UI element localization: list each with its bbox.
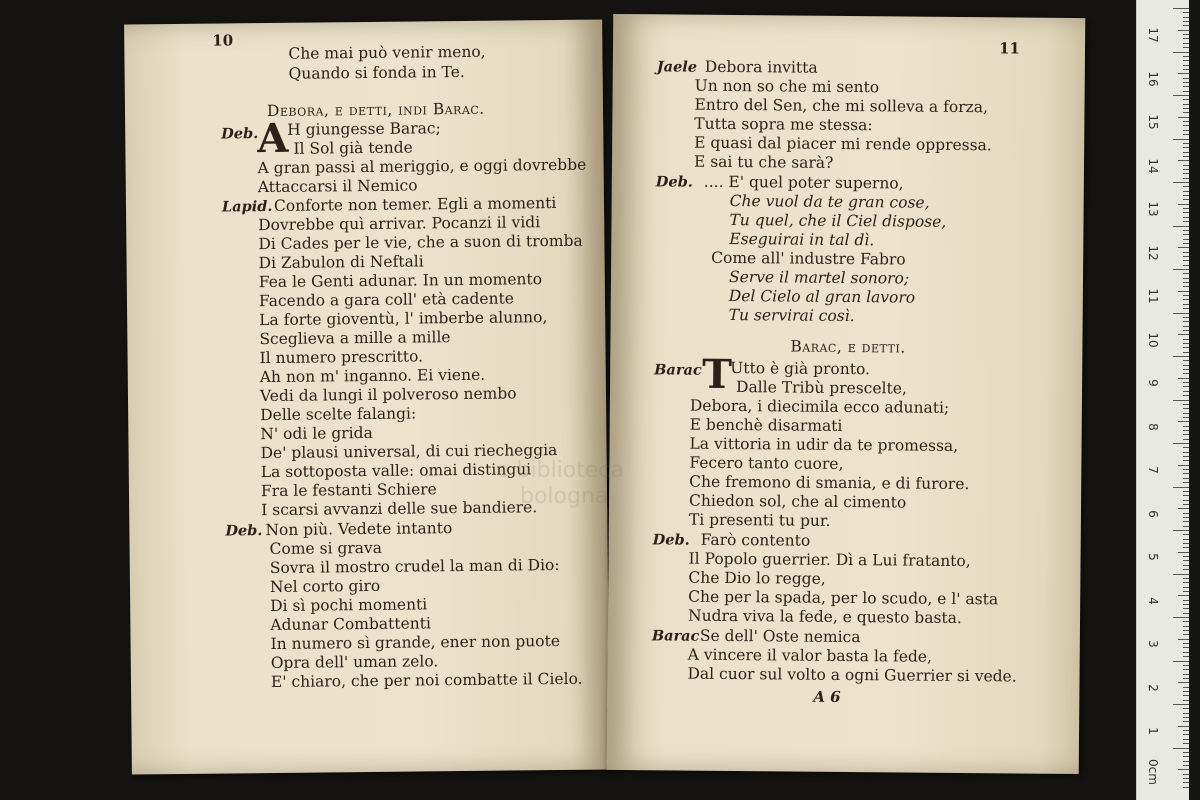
ruler-tick bbox=[1173, 704, 1189, 705]
ruler-tick bbox=[1178, 117, 1189, 118]
ruler-tick bbox=[1178, 160, 1189, 161]
text-line: La vittoria in udir da te promessa, bbox=[689, 434, 959, 455]
ruler-tick bbox=[1183, 691, 1189, 692]
ruler-tick bbox=[1183, 217, 1189, 218]
ruler-tick bbox=[1183, 34, 1189, 35]
text-line: De' plausi universal, di cui riecheggia bbox=[260, 441, 558, 463]
ruler-tick bbox=[1183, 787, 1189, 788]
ruler-tick bbox=[1183, 82, 1189, 83]
ruler-tick bbox=[1183, 234, 1189, 235]
ruler-tick bbox=[1178, 204, 1189, 205]
speaker-label: Deb. bbox=[655, 173, 693, 191]
ruler-tick bbox=[1183, 208, 1189, 209]
ruler-tick bbox=[1183, 47, 1189, 48]
text-line: N' odi le grida bbox=[260, 423, 373, 444]
text-line: Che mai può venir meno, bbox=[288, 42, 486, 63]
ruler-tick bbox=[1183, 195, 1189, 196]
text-line: Nel corto giro bbox=[269, 576, 381, 597]
ruler-tick bbox=[1183, 221, 1189, 222]
ruler-tick bbox=[1183, 743, 1189, 744]
text-line: Del Cielo al gran lavoro bbox=[728, 286, 916, 307]
ruler-number: 3 bbox=[1146, 640, 1160, 648]
ruler-tick bbox=[1183, 591, 1189, 592]
ruler-tick bbox=[1183, 708, 1189, 709]
ruler-tick bbox=[1173, 487, 1189, 488]
text-line: La forte gioventù, l' imberbe alunno, bbox=[259, 308, 548, 330]
ruler-tick bbox=[1183, 721, 1189, 722]
text-line: Debora, i diecimila ecco adunati; bbox=[689, 396, 950, 417]
ruler-tick bbox=[1183, 212, 1189, 213]
ruler-tick bbox=[1183, 647, 1189, 648]
ruler-tick bbox=[1183, 286, 1189, 287]
text-line: Il Popolo guerrier. Dì a Lui fratanto, bbox=[688, 549, 971, 571]
ruler-tick bbox=[1183, 408, 1189, 409]
ruler-tick bbox=[1183, 521, 1189, 522]
ruler-number: 15 bbox=[1146, 114, 1160, 130]
ruler-tick bbox=[1183, 112, 1189, 113]
text-line: Non più. Vedete intanto bbox=[265, 519, 453, 540]
ruler-tick bbox=[1183, 352, 1189, 353]
ruler-tick bbox=[1183, 756, 1189, 757]
ruler-tick bbox=[1183, 539, 1189, 540]
text-line: Che fremono di smania, e di furore. bbox=[689, 472, 970, 494]
ruler-tick bbox=[1183, 413, 1189, 414]
ruler-tick bbox=[1183, 69, 1189, 70]
ruler-tick bbox=[1183, 25, 1189, 26]
text-line: Serve il martel sonoro; bbox=[728, 267, 910, 288]
text-line: E quasi dal piacer mi rende oppressa. bbox=[694, 133, 992, 155]
ruler-tick bbox=[1183, 569, 1189, 570]
ruler-tick bbox=[1183, 761, 1189, 762]
ruler-tick bbox=[1183, 782, 1189, 783]
ruler-tick bbox=[1178, 769, 1189, 770]
text-line: In numero sì grande, ener non puote bbox=[270, 631, 561, 654]
ruler-number: 14 bbox=[1146, 157, 1160, 174]
ruler-tick bbox=[1183, 621, 1189, 622]
ruler-tick bbox=[1178, 30, 1189, 31]
page-number: 10 bbox=[212, 31, 234, 50]
ruler-tick bbox=[1183, 656, 1189, 657]
ruler-tick bbox=[1183, 582, 1189, 583]
text-line: Come si grava bbox=[269, 538, 383, 559]
ruler-tick bbox=[1183, 687, 1189, 688]
ruler-number: 11 bbox=[1146, 288, 1160, 304]
text-line: Che per la spada, per lo scudo, e l' asta bbox=[688, 587, 999, 609]
text-line: I scarsi avvanzi delle sue bandiere. bbox=[261, 498, 538, 520]
watermark-line: e biblioteca bbox=[496, 458, 624, 483]
ruler-tick bbox=[1183, 386, 1189, 387]
ruler-tick bbox=[1183, 674, 1189, 675]
ruler-tick bbox=[1183, 395, 1189, 396]
ruler-tick bbox=[1183, 434, 1189, 435]
ruler-tick bbox=[1183, 391, 1189, 392]
text-line: Fea le Genti adunar. In un momento bbox=[258, 270, 543, 292]
speaker-label: Barac bbox=[654, 361, 702, 379]
ruler-number: 6 bbox=[1146, 509, 1160, 518]
ruler-tick bbox=[1183, 278, 1189, 279]
text-line: E sai tu che sarà? bbox=[693, 152, 834, 172]
ruler-tick bbox=[1183, 613, 1189, 614]
ruler-tick bbox=[1173, 8, 1189, 9]
ruler-tick bbox=[1183, 713, 1189, 714]
text-line: Delle scelte falangi: bbox=[260, 404, 417, 425]
ruler-tick bbox=[1183, 304, 1189, 305]
text-line: Farò contento bbox=[700, 530, 811, 550]
ruler-tick bbox=[1183, 169, 1189, 170]
text-line: Eseguirai in tal dì. bbox=[729, 229, 875, 250]
ruler-tick bbox=[1183, 104, 1189, 105]
text-line: E benchè disarmati bbox=[689, 415, 843, 435]
text-line: Tu servirai così. bbox=[728, 305, 855, 326]
ruler-tick bbox=[1183, 230, 1189, 231]
ruler-tick bbox=[1183, 504, 1189, 505]
ruler-tick bbox=[1183, 186, 1189, 187]
ruler-tick bbox=[1183, 321, 1189, 322]
ruler-tick bbox=[1183, 330, 1189, 331]
ruler-tick bbox=[1183, 669, 1189, 670]
text-line: Conforte non temer. Egli a momenti bbox=[273, 194, 557, 215]
ruler-tick bbox=[1183, 426, 1189, 427]
ruler-tick bbox=[1183, 256, 1189, 257]
ruler-tick bbox=[1183, 500, 1189, 501]
ruler-tick bbox=[1183, 534, 1189, 535]
text-line: Ah non m' inganno. Ei viene. bbox=[259, 365, 486, 387]
ruler-tick bbox=[1183, 560, 1189, 561]
speaker-label: Deb. bbox=[221, 125, 259, 143]
ruler-tick bbox=[1183, 299, 1189, 300]
ruler-tick bbox=[1183, 513, 1189, 514]
right-page bbox=[607, 14, 1086, 774]
ruler-tick bbox=[1183, 273, 1189, 274]
ruler-number: 17 bbox=[1146, 27, 1160, 43]
text-line: Un non so che mi sento bbox=[694, 76, 880, 97]
text-line: Adunar Combattenti bbox=[270, 614, 431, 635]
text-line: E' chiaro, che per noi combatte il Cielo. bbox=[270, 669, 583, 692]
ruler-tick bbox=[1183, 38, 1189, 39]
ruler-tick bbox=[1183, 78, 1189, 79]
ruler-tick bbox=[1183, 543, 1189, 544]
ruler-tick bbox=[1183, 404, 1189, 405]
ruler-tick bbox=[1183, 604, 1189, 605]
text-line: Dovrebbe quì arrivar. Pocanzi il vidi bbox=[258, 213, 541, 235]
text-line: Quando si fonda in Te. bbox=[288, 62, 465, 83]
drop-cap: T bbox=[701, 350, 733, 399]
ruler-tick bbox=[1173, 139, 1189, 140]
text-line: A vincere il valor basta la fede, bbox=[687, 645, 933, 666]
scene-heading: Barac, e detti. bbox=[790, 337, 906, 357]
ruler-tick bbox=[1183, 60, 1189, 61]
ruler-tick bbox=[1183, 326, 1189, 327]
text-line: Di sì pochi momenti bbox=[270, 595, 428, 616]
text-line: Il numero prescritto. bbox=[259, 347, 424, 368]
ruler-tick bbox=[1173, 52, 1189, 53]
ruler-tick bbox=[1183, 56, 1189, 57]
ruler-tick bbox=[1178, 334, 1189, 335]
ruler-tick bbox=[1183, 252, 1189, 253]
ruler-tick bbox=[1183, 565, 1189, 566]
ruler-tick bbox=[1183, 239, 1189, 240]
ruler-tick bbox=[1178, 247, 1189, 248]
ruler-tick bbox=[1183, 491, 1189, 492]
text-line: H giungesse Barac; bbox=[287, 119, 441, 139]
text-line: Vedi da lungi il polveroso nembo bbox=[259, 384, 517, 406]
ruler-tick bbox=[1173, 617, 1189, 618]
ruler-tick bbox=[1183, 765, 1189, 766]
drop-cap: A bbox=[257, 114, 289, 163]
ruler-number: 1 bbox=[1146, 727, 1160, 735]
ruler-tick bbox=[1183, 730, 1189, 731]
ruler-tick bbox=[1173, 661, 1189, 662]
ruler-tick bbox=[1183, 347, 1189, 348]
ruler-tick bbox=[1183, 369, 1189, 370]
text-line: Tutta sopra me stessa: bbox=[694, 114, 873, 135]
text-line: .... E' quel poter superno, bbox=[703, 172, 904, 193]
ruler-tick bbox=[1183, 752, 1189, 753]
text-line: Dalle Tribù prescelte, bbox=[735, 378, 907, 398]
ruler-tick bbox=[1183, 130, 1189, 131]
ruler-tick bbox=[1183, 778, 1189, 779]
ruler-tick bbox=[1183, 317, 1189, 318]
text-line: Utto è già pronto. bbox=[730, 358, 871, 379]
ruler-tick bbox=[1183, 165, 1189, 166]
ruler-tick bbox=[1173, 443, 1189, 444]
ruler-tick bbox=[1183, 12, 1189, 13]
text-line: Di Zabulon di Neftali bbox=[258, 252, 424, 273]
ruler-number: 2 bbox=[1146, 683, 1160, 692]
ruler-tick bbox=[1183, 774, 1189, 775]
ruler-tick bbox=[1173, 226, 1189, 227]
ruler-tick bbox=[1183, 17, 1189, 18]
ruler-tick bbox=[1183, 65, 1189, 66]
ruler-tick bbox=[1183, 600, 1189, 601]
ruler-tick bbox=[1183, 482, 1189, 483]
text-line: Che Dio lo regge, bbox=[688, 568, 826, 588]
ruler-tick bbox=[1183, 173, 1189, 174]
ruler-tick bbox=[1178, 508, 1189, 509]
ruler-number: 12 bbox=[1146, 244, 1160, 261]
ruler-tick bbox=[1178, 639, 1189, 640]
ruler-tick bbox=[1183, 526, 1189, 527]
ruler-tick bbox=[1178, 291, 1189, 292]
ruler-tick bbox=[1178, 595, 1189, 596]
text-line: Ti presenti tu pur. bbox=[688, 510, 831, 530]
ruler-tick bbox=[1183, 134, 1189, 135]
ruler-tick bbox=[1183, 178, 1189, 179]
ruler-tick bbox=[1183, 478, 1189, 479]
ruler-tick bbox=[1183, 695, 1189, 696]
ruler-number: 7 bbox=[1146, 466, 1160, 474]
ruler-tick bbox=[1183, 469, 1189, 470]
ruler-number: 16 bbox=[1146, 70, 1160, 87]
ruler-number: 13 bbox=[1146, 201, 1160, 217]
ruler-tick bbox=[1183, 199, 1189, 200]
ruler-tick bbox=[1178, 378, 1189, 379]
ruler-tick bbox=[1183, 21, 1189, 22]
ruler-tick bbox=[1178, 552, 1189, 553]
text-line: Chiedon sol, che al cimento bbox=[688, 491, 907, 512]
ruler-tick bbox=[1178, 73, 1189, 74]
ruler-tick bbox=[1183, 430, 1189, 431]
ruler-tick bbox=[1183, 643, 1189, 644]
ruler-tick bbox=[1183, 495, 1189, 496]
ruler-tick bbox=[1173, 748, 1189, 749]
ruler-tick bbox=[1178, 726, 1189, 727]
ruler-tick bbox=[1183, 587, 1189, 588]
ruler-tick bbox=[1173, 574, 1189, 575]
ruler-tick bbox=[1183, 547, 1189, 548]
ruler-tick bbox=[1183, 260, 1189, 261]
ruler-tick bbox=[1183, 91, 1189, 92]
ruler-tick bbox=[1183, 99, 1189, 100]
ruler-tick bbox=[1183, 243, 1189, 244]
text-line: A gran passi al meriggio, e oggi dovrebbe bbox=[257, 155, 587, 178]
ruler-tick bbox=[1183, 439, 1189, 440]
ruler-tick bbox=[1183, 365, 1189, 366]
ruler-tick bbox=[1183, 473, 1189, 474]
ruler-tick bbox=[1183, 678, 1189, 679]
ruler-tick bbox=[1183, 652, 1189, 653]
ruler-number: 8 bbox=[1146, 422, 1160, 431]
ruler-tick bbox=[1173, 400, 1189, 401]
speaker-label: Jaele bbox=[656, 58, 698, 76]
ruler-tick bbox=[1173, 313, 1189, 314]
text-line: Entro del Sen, che mi solleva a forza, bbox=[694, 95, 989, 117]
ruler-tick bbox=[1183, 308, 1189, 309]
text-line: Facendo a gara coll' età cadente bbox=[258, 289, 515, 311]
ruler-tick bbox=[1183, 295, 1189, 296]
ruler-tick bbox=[1183, 156, 1189, 157]
text-line: Fecero tanto cuore, bbox=[689, 453, 844, 473]
ruler-tick bbox=[1183, 382, 1189, 383]
speaker-label: Deb. bbox=[225, 522, 263, 540]
text-line: Nudra viva la fede, e questo basta. bbox=[687, 606, 962, 628]
ruler-tick bbox=[1183, 734, 1189, 735]
text-line: Debora invitta bbox=[704, 57, 818, 77]
ruler-tick bbox=[1183, 626, 1189, 627]
text-line: La sottoposta valle: omai distingui bbox=[260, 460, 532, 482]
speaker-label: Lapid. bbox=[221, 197, 273, 216]
text-line: Che vuol da te gran cose, bbox=[729, 191, 930, 212]
ruler-tick bbox=[1183, 108, 1189, 109]
ruler-tick bbox=[1183, 417, 1189, 418]
text-line: Tu quel, che il Ciel dispose, bbox=[729, 210, 947, 231]
ruler-tick bbox=[1183, 739, 1189, 740]
ruler-tick bbox=[1183, 339, 1189, 340]
ruler-tick bbox=[1183, 717, 1189, 718]
ruler-tick bbox=[1183, 556, 1189, 557]
ruler-tick bbox=[1173, 182, 1189, 183]
text-line: Di Cades per le vie, che a suon di tromba bbox=[258, 231, 583, 254]
signature-mark: A 6 bbox=[813, 687, 841, 706]
text-line: Sceglieva a mille a mille bbox=[259, 328, 451, 349]
ruler-tick bbox=[1173, 95, 1189, 96]
ruler-tick bbox=[1183, 121, 1189, 122]
ruler-tick bbox=[1183, 282, 1189, 283]
ruler-tick bbox=[1183, 152, 1189, 153]
text-line: Fra le festanti Schiere bbox=[260, 480, 437, 501]
watermark-line: bologna bbox=[520, 484, 609, 509]
text-line: Come all' industre Fabro bbox=[711, 248, 906, 269]
ruler-tick bbox=[1183, 360, 1189, 361]
ruler-tick bbox=[1183, 578, 1189, 579]
ruler-tick bbox=[1173, 356, 1189, 357]
ruler-tick bbox=[1183, 125, 1189, 126]
ruler-tick bbox=[1178, 465, 1189, 466]
ruler-tick bbox=[1178, 421, 1189, 422]
text-line: Attaccarsi il Nemico bbox=[257, 176, 418, 197]
text-line: Opra dell' uman zelo. bbox=[270, 652, 439, 673]
scale-ruler bbox=[1136, 0, 1189, 800]
ruler-tick bbox=[1183, 343, 1189, 344]
ruler-tick bbox=[1173, 530, 1189, 531]
ruler-number: 10 bbox=[1146, 331, 1160, 348]
ruler-unit: 0cm bbox=[1146, 759, 1160, 785]
ruler-tick bbox=[1183, 86, 1189, 87]
ruler-tick bbox=[1183, 460, 1189, 461]
text-line: Se dell' Oste nemica bbox=[699, 626, 861, 647]
ruler-tick bbox=[1183, 452, 1189, 453]
ruler-tick bbox=[1173, 269, 1189, 270]
ruler-tick bbox=[1183, 373, 1189, 374]
text-line: Dal cuor sul volto a ogni Guerrier si vede. bbox=[687, 664, 1017, 686]
ruler-number: 4 bbox=[1146, 596, 1160, 605]
ruler-tick bbox=[1183, 634, 1189, 635]
left-page bbox=[124, 20, 610, 775]
speaker-label: Barac bbox=[651, 627, 700, 645]
ruler-tick bbox=[1178, 682, 1189, 683]
ruler-tick bbox=[1183, 143, 1189, 144]
ruler-number: 9 bbox=[1146, 379, 1160, 387]
ruler-tick bbox=[1183, 147, 1189, 148]
ruler-tick bbox=[1183, 447, 1189, 448]
ruler-tick bbox=[1183, 517, 1189, 518]
text-line: Il Sol già tende bbox=[293, 138, 413, 158]
ruler-tick bbox=[1183, 456, 1189, 457]
ruler-tick bbox=[1183, 630, 1189, 631]
ruler-tick bbox=[1183, 700, 1189, 701]
text-line: Sovra il mostro crudel la man di Dio: bbox=[269, 555, 560, 578]
ruler-tick bbox=[1183, 191, 1189, 192]
ruler-tick bbox=[1183, 43, 1189, 44]
ruler-number: 5 bbox=[1146, 553, 1160, 561]
ruler-tick bbox=[1183, 265, 1189, 266]
scene-heading: Debora, e detti, indi Barac. bbox=[266, 99, 485, 121]
ruler-tick bbox=[1183, 665, 1189, 666]
page-number: 11 bbox=[998, 39, 1020, 58]
speaker-label: Deb. bbox=[652, 531, 690, 549]
ruler-tick bbox=[1183, 608, 1189, 609]
